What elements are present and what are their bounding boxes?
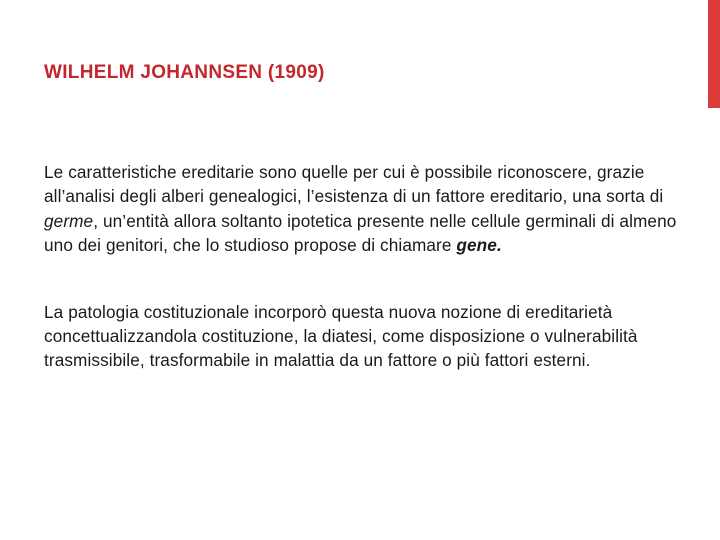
slide-title: WILHELM JOHANNSEN (1909): [44, 62, 325, 83]
paragraph-heredity-text-2: , un’entità allora soltanto ipotetica presente nelle cellule germinali di almeno uno dei genitori, che lo studioso propose di chiamare: [44, 210, 677, 256]
accent-bar: [708, 0, 720, 108]
term-gene: gene: [456, 235, 497, 256]
slide-body: [44, 160, 694, 373]
paragraph-heredity: [44, 160, 694, 258]
paragraph-heredity-text-1: Le caratteristiche ereditarie sono quelle per cui è possibile riconoscere, grazie all’analisi degli alberi genealogici, l’esistenza di un fattore ereditario, una sorta di: [44, 162, 664, 207]
term-gene-period: .: [496, 235, 502, 256]
term-germe: germe: [44, 210, 94, 231]
paragraph-pathology: La patologia costituzionale incorporò questa nuova nozione di ereditarietà concettualizzandola costituzione, la diatesi, come disposizione o vulnerabilità trasmissibile, trasformabile in malattia da un fattore o più fattori esterni.: [44, 301, 638, 371]
